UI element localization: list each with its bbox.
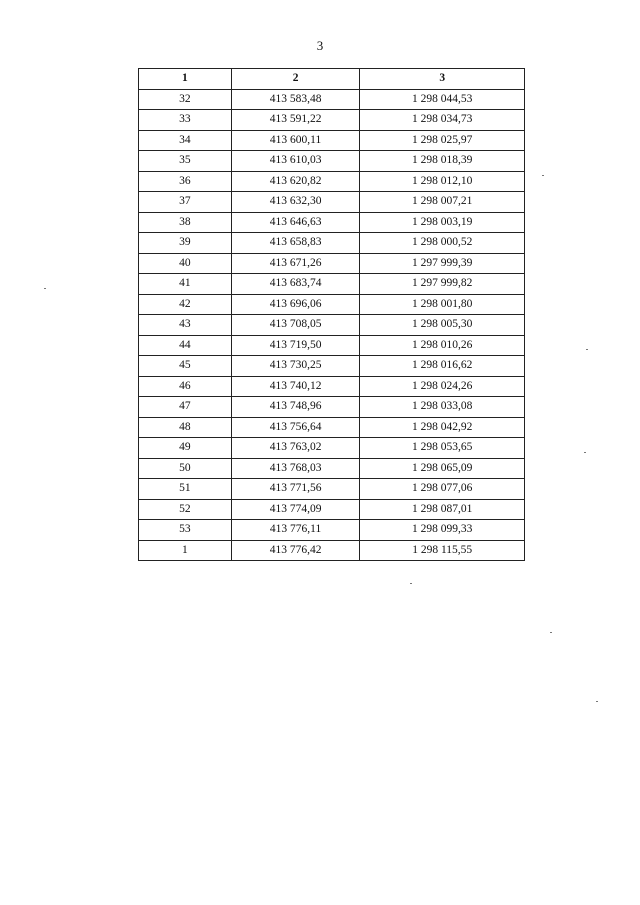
table-cell-col-1: 52	[139, 499, 232, 520]
table-cell-col-2: 413 763,02	[231, 438, 360, 459]
scan-speck	[410, 583, 412, 584]
table-cell-col-1: 36	[139, 171, 232, 192]
table-row	[139, 335, 525, 356]
scan-speck	[542, 175, 544, 176]
table-row	[139, 458, 525, 479]
table-cell-col-3: 1 298 042,92	[360, 417, 525, 438]
table-cell-col-1: 1	[139, 540, 232, 561]
table-cell-col-2: 413 776,42	[231, 540, 360, 561]
table-cell-col-1: 47	[139, 397, 232, 418]
table-cell-col-1: 34	[139, 130, 232, 151]
scan-speck	[596, 701, 598, 702]
header-col-3: 3	[360, 69, 525, 90]
table-row	[139, 274, 525, 295]
table-cell-col-1: 32	[139, 89, 232, 110]
table-cell-col-2: 413 768,03	[231, 458, 360, 479]
table-cell-col-3: 1 297 999,82	[360, 274, 525, 295]
table-cell-col-1: 41	[139, 274, 232, 295]
table-cell-col-2: 413 730,25	[231, 356, 360, 377]
scan-speck	[44, 288, 46, 289]
scan-speck	[584, 452, 586, 453]
table-row	[139, 294, 525, 315]
table-cell-col-3: 1 298 012,10	[360, 171, 525, 192]
table-cell-col-2: 413 632,30	[231, 192, 360, 213]
table-cell-col-3: 1 298 077,06	[360, 479, 525, 500]
table-cell-col-2: 413 748,96	[231, 397, 360, 418]
table-cell-col-1: 42	[139, 294, 232, 315]
table-cell-col-3: 1 298 087,01	[360, 499, 525, 520]
table-row	[139, 171, 525, 192]
table-cell-col-3: 1 298 053,65	[360, 438, 525, 459]
header-col-2: 2	[231, 69, 360, 90]
table-row	[139, 540, 525, 561]
table-cell-col-1: 35	[139, 151, 232, 172]
table-cell-col-3: 1 298 018,39	[360, 151, 525, 172]
table-row	[139, 212, 525, 233]
table-row	[139, 151, 525, 172]
table-cell-col-1: 37	[139, 192, 232, 213]
table-cell-col-1: 40	[139, 253, 232, 274]
table-row	[139, 192, 525, 213]
table-cell-col-3: 1 298 005,30	[360, 315, 525, 336]
table-cell-col-3: 1 298 000,52	[360, 233, 525, 254]
table-cell-col-3: 1 298 010,26	[360, 335, 525, 356]
table-cell-col-2: 413 658,83	[231, 233, 360, 254]
table-row	[139, 417, 525, 438]
table-cell-col-2: 413 776,11	[231, 520, 360, 541]
table-cell-col-1: 48	[139, 417, 232, 438]
header-col-1: 1	[139, 69, 232, 90]
scan-speck	[586, 349, 588, 350]
table-cell-col-2: 413 774,09	[231, 499, 360, 520]
table-cell-col-2: 413 620,82	[231, 171, 360, 192]
table-row	[139, 89, 525, 110]
table-cell-col-3: 1 298 115,55	[360, 540, 525, 561]
table-cell-col-1: 53	[139, 520, 232, 541]
table-cell-col-2: 413 646,63	[231, 212, 360, 233]
table-row	[139, 315, 525, 336]
table-cell-col-2: 413 756,64	[231, 417, 360, 438]
table-row	[139, 479, 525, 500]
table-row	[139, 233, 525, 254]
table-cell-col-2: 413 771,56	[231, 479, 360, 500]
table-body	[139, 89, 525, 561]
table-cell-col-1: 43	[139, 315, 232, 336]
table-cell-col-1: 44	[139, 335, 232, 356]
table-cell-col-2: 413 591,22	[231, 110, 360, 131]
table-cell-col-1: 49	[139, 438, 232, 459]
table-cell-col-1: 45	[139, 356, 232, 377]
table-cell-col-2: 413 671,26	[231, 253, 360, 274]
table-cell-col-2: 413 740,12	[231, 376, 360, 397]
table-row	[139, 397, 525, 418]
table-row	[139, 130, 525, 151]
table-cell-col-3: 1 297 999,39	[360, 253, 525, 274]
table-cell-col-3: 1 298 025,97	[360, 130, 525, 151]
scan-speck	[550, 632, 552, 633]
table-cell-col-1: 51	[139, 479, 232, 500]
table-row	[139, 520, 525, 541]
table-cell-col-2: 413 708,05	[231, 315, 360, 336]
table-cell-col-3: 1 298 034,73	[360, 110, 525, 131]
table-cell-col-3: 1 298 033,08	[360, 397, 525, 418]
table-cell-col-3: 1 298 065,09	[360, 458, 525, 479]
table-cell-col-2: 413 696,06	[231, 294, 360, 315]
table-cell-col-1: 38	[139, 212, 232, 233]
table-cell-col-1: 39	[139, 233, 232, 254]
table-cell-col-3: 1 298 024,26	[360, 376, 525, 397]
coordinates-table	[138, 68, 525, 561]
table-row	[139, 110, 525, 131]
table-cell-col-3: 1 298 001,80	[360, 294, 525, 315]
table-cell-col-2: 413 583,48	[231, 89, 360, 110]
table-row	[139, 438, 525, 459]
table-cell-col-1: 33	[139, 110, 232, 131]
table-cell-col-1: 46	[139, 376, 232, 397]
table-cell-col-2: 413 600,11	[231, 130, 360, 151]
table-row	[139, 499, 525, 520]
header-row	[139, 69, 525, 90]
table-header	[139, 69, 525, 90]
table-row	[139, 376, 525, 397]
table-cell-col-2: 413 719,50	[231, 335, 360, 356]
table-cell-col-2: 413 610,03	[231, 151, 360, 172]
table-cell-col-3: 1 298 099,33	[360, 520, 525, 541]
table-cell-col-3: 1 298 044,53	[360, 89, 525, 110]
table-cell-col-2: 413 683,74	[231, 274, 360, 295]
table-row	[139, 356, 525, 377]
table-cell-col-3: 1 298 003,19	[360, 212, 525, 233]
table-cell-col-1: 50	[139, 458, 232, 479]
table-cell-col-3: 1 298 016,62	[360, 356, 525, 377]
table-row	[139, 253, 525, 274]
page-number: 3	[316, 38, 324, 53]
table-cell-col-3: 1 298 007,21	[360, 192, 525, 213]
